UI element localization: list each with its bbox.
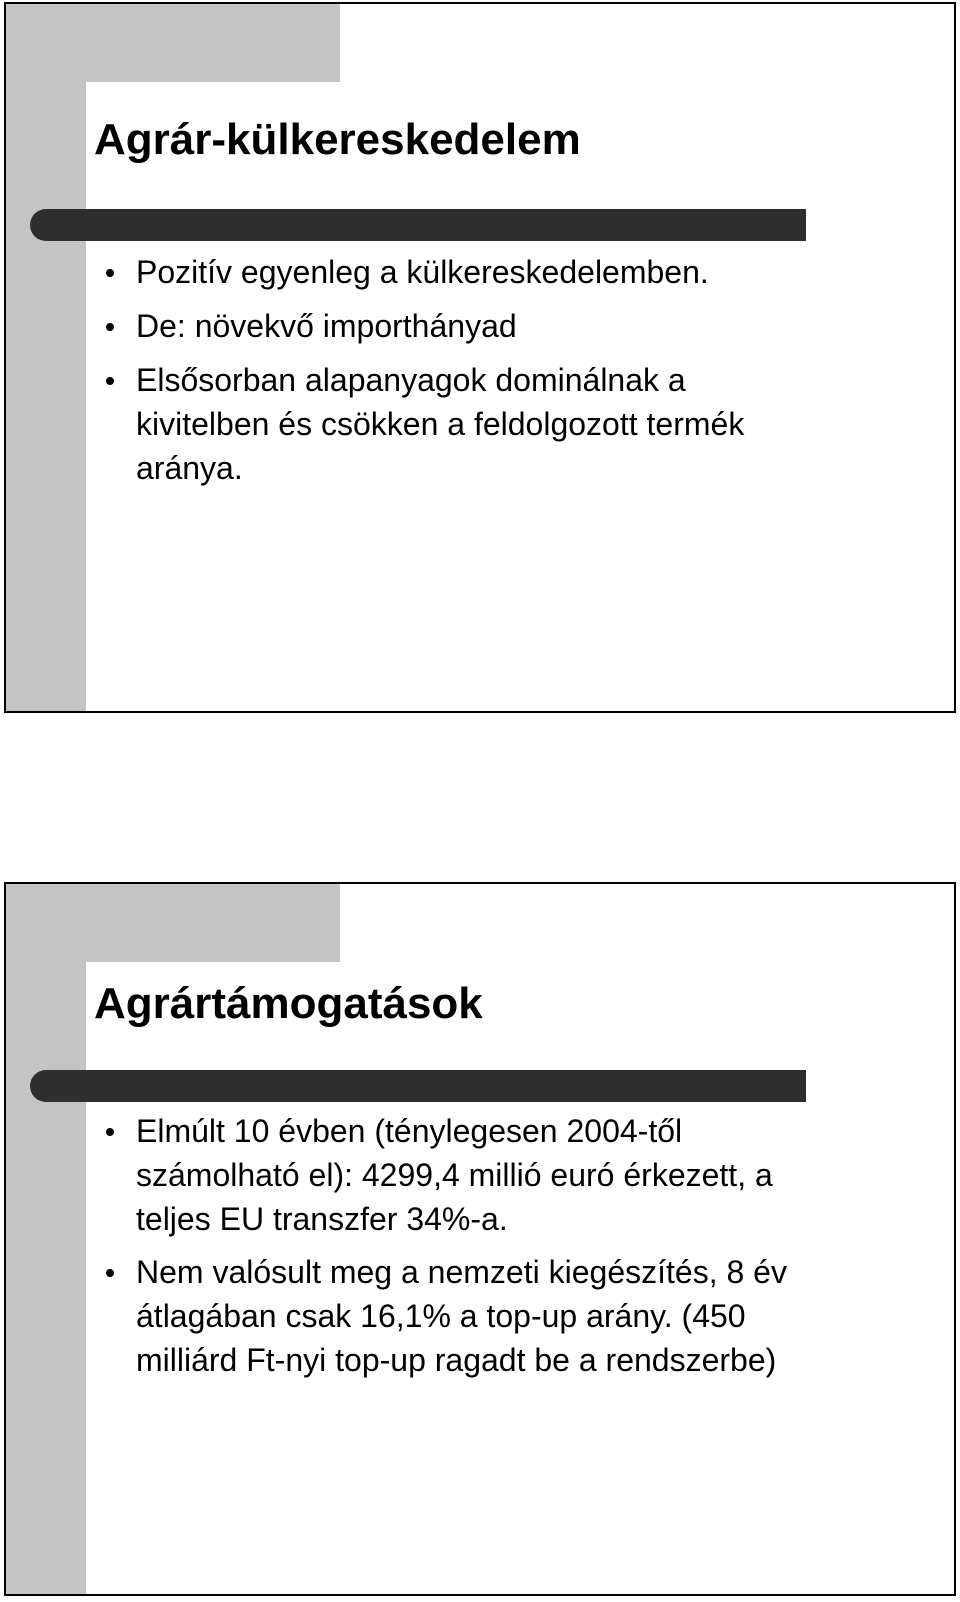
- bullet-line: Pozitív egyenleg a külkereskedelemben.: [136, 254, 709, 290]
- bullet-line: aránya.: [136, 450, 243, 486]
- decorative-left-band: [6, 884, 86, 1594]
- bullet-dot-icon: [106, 1128, 114, 1136]
- bullet-line: Nem valósult meg a nemzeti kiegészítés, 8 év: [136, 1254, 787, 1290]
- bullet-list: [106, 250, 926, 500]
- bullet-item: [106, 250, 926, 294]
- slide-title: Agrártámogatások: [94, 979, 483, 1028]
- bullet-line: Elmúlt 10 évben (ténylegesen 2004-től: [136, 1113, 683, 1149]
- slide-agrartamogatasok: [4, 882, 956, 1596]
- title-underline-bar: [30, 1070, 806, 1102]
- bullet-line: átlagában csak 16,1% a top-up arány. (450: [136, 1298, 746, 1334]
- bullet-line: De: növekvő importhányad: [136, 308, 517, 344]
- bullet-line: számolható el): 4299,4 millió euró érkezett, a: [136, 1157, 773, 1193]
- bullet-dot-icon: [106, 269, 114, 277]
- bullet-item: [106, 304, 926, 348]
- decorative-left-band: [6, 4, 86, 711]
- bullet-dot-icon: [106, 377, 114, 385]
- bullet-line: kivitelben és csökken a feldolgozott termék: [136, 406, 745, 442]
- bullet-item: [106, 1109, 926, 1241]
- bullet-item: [106, 358, 926, 490]
- title-underline-bar: [30, 209, 806, 241]
- bullet-line: teljes EU transzfer 34%-a.: [136, 1201, 508, 1237]
- slide-title: Agrár-külkereskedelem: [94, 115, 581, 164]
- bullet-dot-icon: [106, 1269, 114, 1277]
- bullet-line: Elsősorban alapanyagok dominálnak a: [136, 362, 686, 398]
- bullet-dot-icon: [106, 323, 114, 331]
- bullet-item: [106, 1250, 926, 1382]
- bullet-line: milliárd Ft-nyi top-up ragadt be a rendszerbe): [136, 1342, 777, 1378]
- slide-agrar-kulkereskedelem: [4, 2, 956, 713]
- bullet-list: [106, 1109, 926, 1391]
